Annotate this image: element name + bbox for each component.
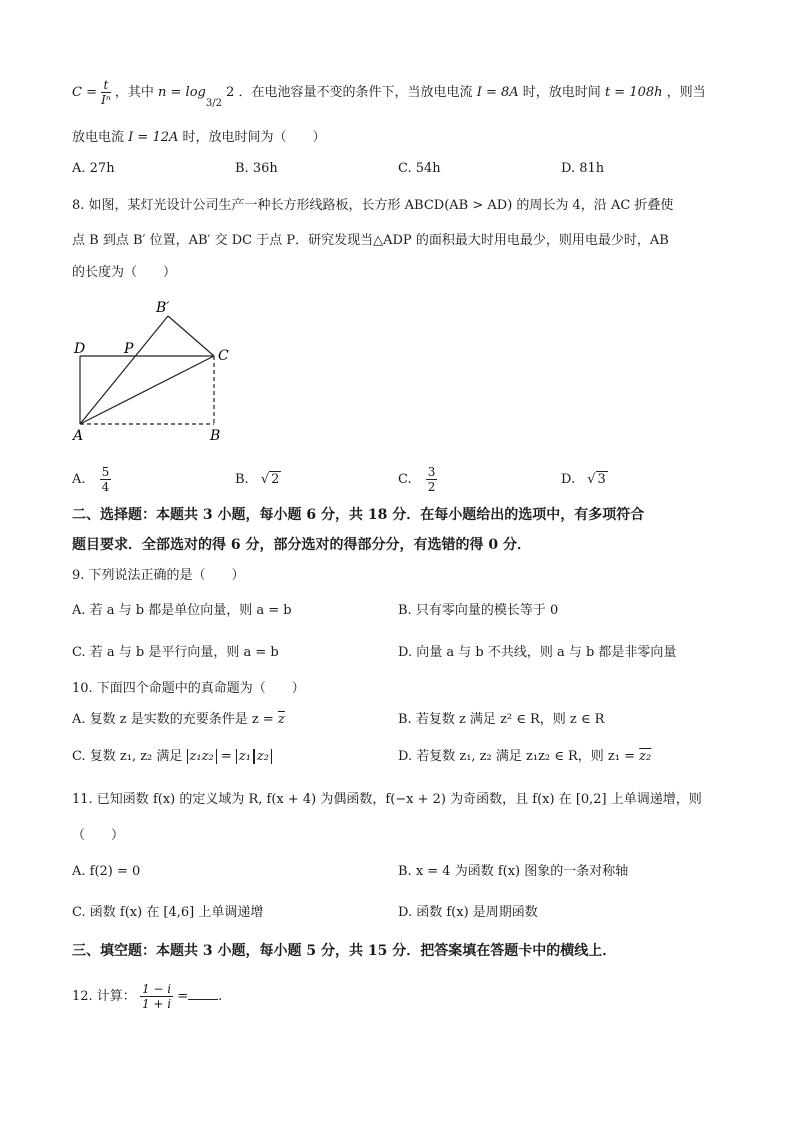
q7-n-def: n = log: [158, 85, 206, 100]
q8-option-c-label: C.: [398, 472, 412, 487]
q10-option-c[interactable]: [72, 746, 272, 768]
section3-line1: 三、填空题：本题共 3 小题，每小题 5 分，共 15 分．把答案填在答题卡中的横线上．: [72, 943, 617, 959]
q7-t1: t = 108h: [604, 85, 663, 100]
fig-label-A: A: [73, 428, 84, 444]
q7-formula-fraction: [101, 78, 111, 107]
fig-label-C: C: [218, 348, 229, 364]
q11-options-row1: [72, 861, 744, 883]
q11-option-c[interactable]: C. 函数 f(x) 在 [4,6] 上单调递增: [72, 905, 264, 920]
fig-edge-B-prime-C: [168, 316, 214, 356]
q12-end: .: [218, 989, 223, 1004]
q8-option-c-frac: [426, 465, 438, 494]
q12-pre: 12. 计算：: [72, 989, 136, 1004]
q8-option-c-den: 2: [427, 480, 436, 494]
q10-stem: 10. 下面四个命题中的真命题为（ ）: [72, 681, 305, 696]
q12-fraction: [140, 982, 173, 1011]
q9-option-b[interactable]: B. 只有零向量的模长等于 0: [398, 603, 559, 618]
q10-option-a-text: A. 复数 z 是实数的充要条件是 z =: [72, 712, 274, 727]
q8-option-d-val: 3: [597, 472, 606, 487]
q7-frac-num: t: [101, 78, 111, 93]
q7-option-b[interactable]: B. 36h: [235, 161, 278, 176]
section2-line1: 二、选择题：本题共 3 小题，每小题 6 分，共 18 分．在每小题给出的选项中，有多项符合: [72, 507, 645, 523]
q10-option-d-text: D. 若复数 z₁, z₂ 满足 z₁z₂ ∈ R，则 z₁ =: [398, 749, 636, 764]
q7-option-d[interactable]: D. 81h: [561, 161, 605, 176]
q10-option-d[interactable]: [398, 746, 651, 768]
q10-option-c-eq: =: [220, 749, 232, 764]
q8-option-b-label: B.: [235, 472, 249, 487]
q9-option-a[interactable]: A. 若 a 与 b 都是单位向量，则 a = b: [72, 603, 292, 618]
q8-option-a-den: 4: [101, 480, 110, 494]
fig-diag-AC: [80, 356, 214, 424]
q8-option-d-label: D.: [561, 472, 576, 487]
q7-i1: I = 8A: [476, 85, 519, 100]
q8-line2: 点 B 到点 B′ 位置，AB′ 交 DC 于点 P．研究发现当△ADP 的面积最大时用电最少，则用电最少时，AB: [72, 233, 669, 248]
q9-stem: 9. 下列说法正确的是（ ）: [72, 568, 245, 583]
q7-line1-mid: ，其中: [114, 85, 154, 100]
q11-line2: （ ）: [72, 828, 125, 843]
q7-line2-pre: 放电电流: [72, 130, 125, 145]
q8-line3: 的长度为（ ）: [72, 265, 177, 280]
q7-line2-end: 时，放电时间为（ ）: [182, 130, 326, 145]
q10-option-c-abs2: z₁: [236, 749, 254, 764]
q11-line1: 11. 已知函数 f(x) 的定义域为 R, f(x + 4) 为偶函数，f(−x + 2) 为奇函数，且 f(x) 在 [0,2] 上单调递增，则: [72, 792, 702, 807]
q10-option-c-text: C. 复数 z₁, z₂ 满足: [72, 749, 183, 764]
q8-option-c-num: 3: [427, 465, 436, 479]
q7-options: [72, 158, 744, 180]
q9-options-row1: [72, 600, 744, 622]
q8-option-b[interactable]: [235, 460, 281, 500]
q7-log-base-text: 3/2: [205, 98, 222, 109]
q9-option-d[interactable]: D. 向量 a 与 b 不共线，则 a 与 b 都是非零向量: [398, 645, 677, 660]
q9-option-c[interactable]: C. 若 a 与 b 是平行向量，则 a = b: [72, 645, 279, 660]
q8-option-a-label: A.: [72, 472, 86, 487]
q7-i2: I = 12A: [128, 130, 179, 145]
q10-option-b[interactable]: B. 若复数 z 满足 z² ∈ R，则 z ∈ R: [398, 712, 605, 727]
q7-line2: [72, 128, 744, 148]
q7-option-a[interactable]: A. 27h: [72, 161, 115, 176]
section2-line2: 题目要求．全部选对的得 6 分，部分选对的得部分分，有选错的得 0 分．: [72, 537, 531, 553]
q8-option-b-radical: √ 2: [260, 472, 280, 487]
q7-formula-lhs: C =: [72, 85, 97, 100]
q10-options-row2: [72, 746, 744, 768]
q8-options: [72, 460, 744, 500]
q11-option-d[interactable]: D. 函数 f(x) 是周期函数: [398, 905, 538, 920]
q11-option-b[interactable]: B. x = 4 为函数 f(x) 图象的一条对称轴: [398, 864, 629, 879]
q7-frac-den: Iⁿ: [101, 93, 111, 107]
q10-options-row1: [72, 709, 744, 731]
q12-eq: =: [177, 989, 189, 1004]
q7-line1: [72, 78, 744, 109]
q8-option-b-val: 2: [271, 472, 280, 487]
q9-options-row2: [72, 642, 744, 664]
q10-option-a-conj: $\overline{z}$: [277, 712, 285, 727]
q8-option-c[interactable]: [398, 460, 437, 500]
fig-label-B-prime: B′: [156, 300, 170, 316]
q8-option-a[interactable]: [72, 460, 111, 500]
q10-option-c-abs3: z₂: [254, 749, 272, 764]
q8-line1: 8. 如图，某灯光设计公司生产一种长方形线路板，长方形 ABCD(AB > AD) 的周长为 4，沿 AC 折叠使: [72, 198, 674, 213]
q8-option-a-num: 5: [101, 465, 110, 479]
fig-label-D: D: [74, 341, 86, 357]
q10-option-c-abs1: z₁z₂: [187, 749, 217, 764]
q8-option-a-frac: [100, 465, 112, 494]
q12: [72, 978, 744, 1016]
q11-option-a[interactable]: A. f(2) = 0: [72, 864, 141, 879]
fig-label-P: P: [124, 341, 134, 357]
q7-line1-rest2: 时，放电时间: [522, 85, 601, 100]
q12-answer-blank[interactable]: [188, 987, 218, 1000]
q7-line1-end: ，则当: [666, 85, 706, 100]
q7-log-base: [206, 98, 222, 109]
q10-option-a[interactable]: [72, 709, 285, 731]
fig-label-B: B: [210, 428, 221, 444]
fig-edge-AB-prime: [80, 316, 168, 424]
q8-option-d[interactable]: [561, 460, 608, 500]
q12-den: 1 + i: [141, 997, 172, 1011]
q7-log-arg: 2: [226, 85, 235, 100]
q12-num: 1 − i: [141, 982, 172, 996]
q8-option-d-radical: √ 3: [587, 472, 606, 487]
q10-option-d-conj: z₂: [639, 749, 652, 764]
q11-options-row2: [72, 902, 744, 924]
q7-option-c[interactable]: C. 54h: [398, 161, 441, 176]
q8-figure: [60, 296, 250, 446]
q7-line1-rest: ．在电池容量不变的条件下，当放电电流: [238, 85, 473, 100]
